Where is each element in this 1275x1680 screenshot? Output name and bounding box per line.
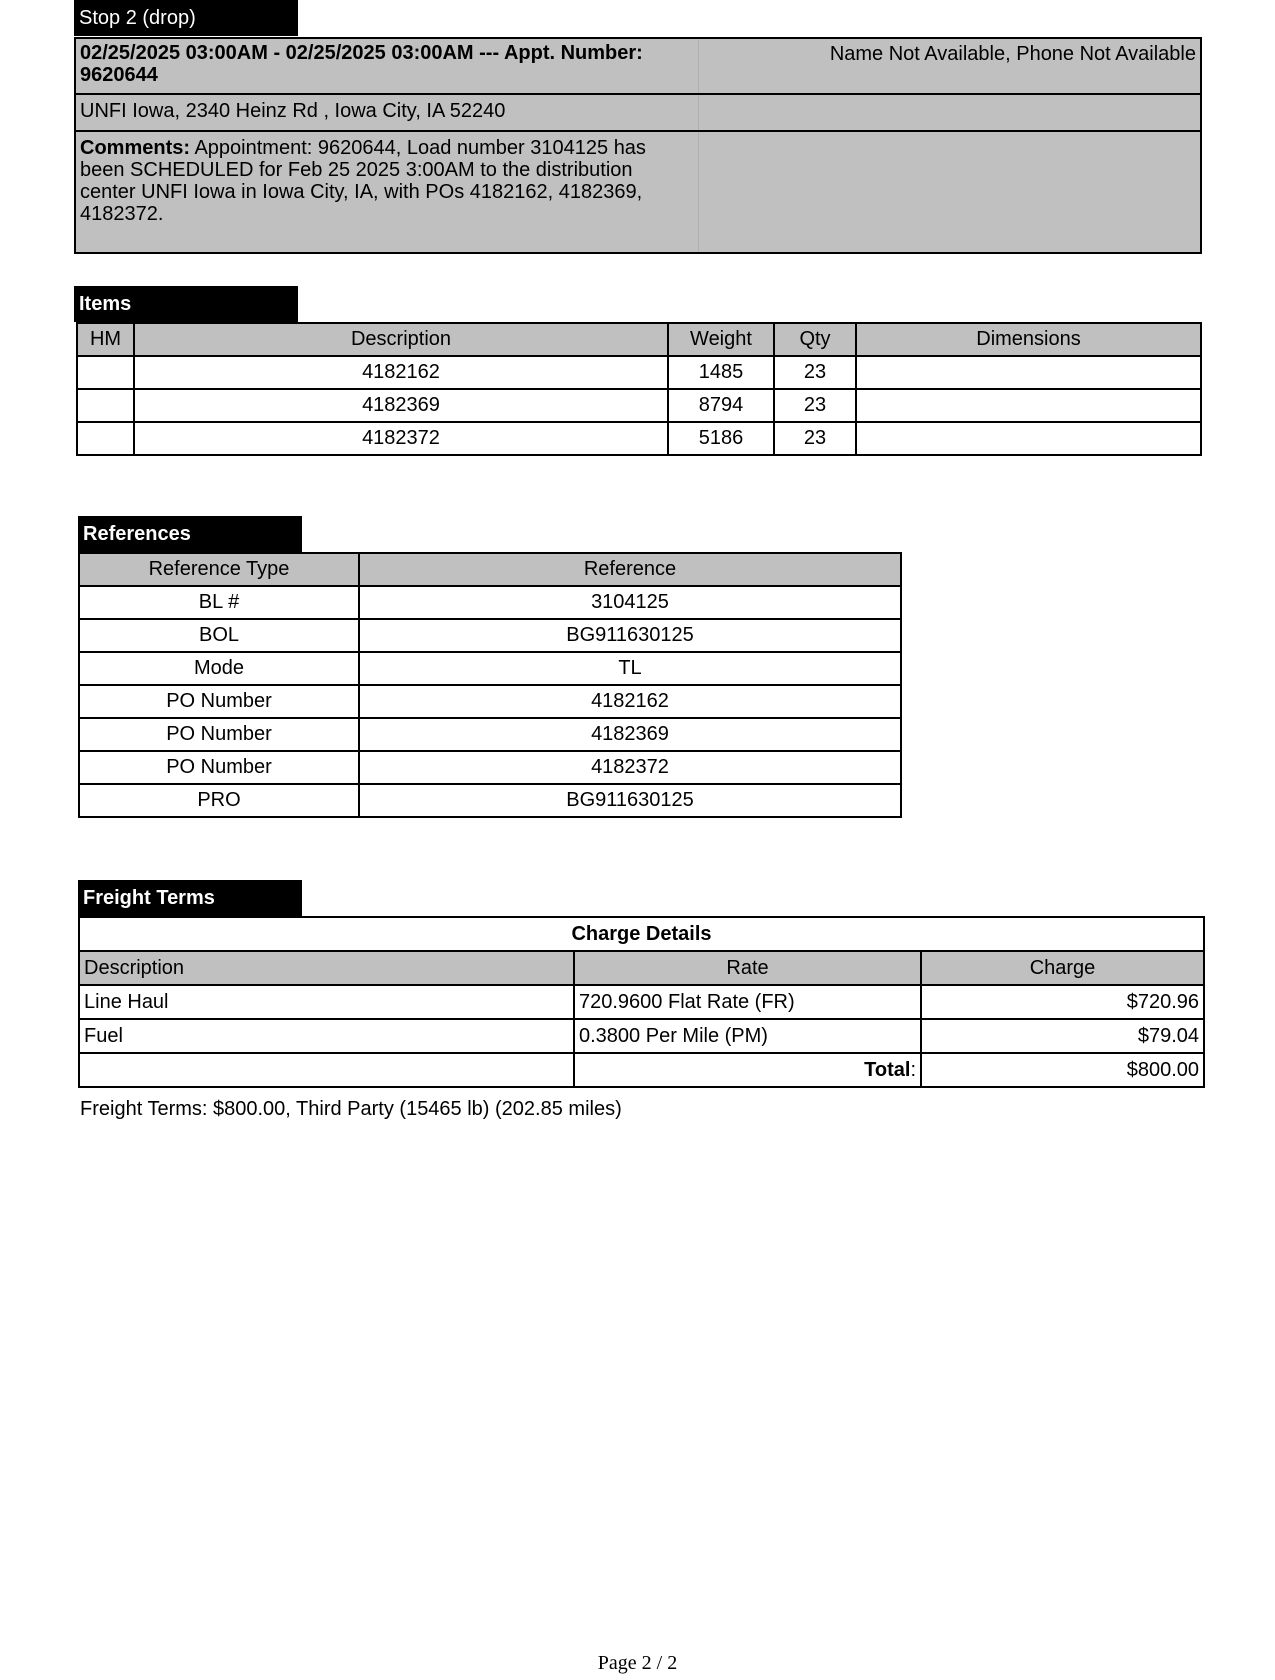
comments-line4: 4182372. xyxy=(80,203,164,225)
comments-line2: been SCHEDULED for Feb 25 2025 3:00AM to the distribution xyxy=(80,159,633,181)
total-colon: : xyxy=(910,1058,916,1081)
items-header-row xyxy=(77,323,1201,356)
items-header-dimensions: Dimensions xyxy=(856,323,1201,356)
item-qty: 23 xyxy=(774,356,856,389)
items-header-hm: HM xyxy=(77,323,134,356)
reference-type: BL # xyxy=(79,586,359,619)
item-weight: 8794 xyxy=(668,389,774,422)
charge-details-row xyxy=(79,917,1204,951)
item-qty: 23 xyxy=(774,422,856,455)
item-hm xyxy=(77,422,134,455)
page-number: Page 2 / 2 xyxy=(597,1652,678,1674)
item-dimensions xyxy=(856,422,1201,455)
item-hm xyxy=(77,356,134,389)
freight-header-row xyxy=(79,951,1204,985)
freight-summary: Freight Terms: $800.00, Third Party (15465 lb) (202.85 miles) xyxy=(80,1098,622,1120)
reference-type: PO Number xyxy=(79,751,359,784)
table-row xyxy=(79,718,901,751)
table-row xyxy=(77,422,1201,455)
charge-rate: 720.9600 Flat Rate (FR) xyxy=(574,985,921,1019)
references-header-reference: Reference xyxy=(359,553,901,586)
table-row xyxy=(77,389,1201,422)
reference-type: PO Number xyxy=(79,685,359,718)
item-description: 4182372 xyxy=(134,422,668,455)
stop-address: UNFI Iowa, 2340 Heinz Rd , Iowa City, IA 52240 xyxy=(80,100,506,122)
total-value: $800.00 xyxy=(921,1053,1204,1087)
stop-datetime xyxy=(76,39,698,93)
item-description: 4182369 xyxy=(134,389,668,422)
charge-rate: 0.3800 Per Mile (PM) xyxy=(574,1019,921,1053)
charge-details-title: Charge Details xyxy=(79,917,1204,951)
table-row xyxy=(79,619,901,652)
freight-header-charge: Charge xyxy=(921,951,1204,985)
total-label-cell xyxy=(574,1053,921,1087)
items-header-weight: Weight xyxy=(668,323,774,356)
charge-amount: $79.04 xyxy=(921,1019,1204,1053)
item-dimensions xyxy=(856,356,1201,389)
items-table xyxy=(76,322,1202,456)
item-weight: 1485 xyxy=(668,356,774,389)
items-title: Items xyxy=(74,286,298,322)
table-row xyxy=(79,985,1204,1019)
stop-comments-row xyxy=(76,132,1200,252)
references-title: References xyxy=(78,516,302,552)
references-header-row xyxy=(79,553,901,586)
comments-line3: center UNFI Iowa in Iowa City, IA, with POs 4182162, 4182369, xyxy=(80,181,643,203)
stop-datetime-line1: 02/25/2025 03:00AM - 02/25/2025 03:00AM --- Appt. Number: xyxy=(80,42,643,64)
item-qty: 23 xyxy=(774,389,856,422)
total-empty-cell xyxy=(79,1053,574,1087)
stop-contact: Name Not Available, Phone Not Available xyxy=(829,43,1196,65)
table-row xyxy=(79,751,901,784)
table-row xyxy=(79,685,901,718)
reference-type: PRO xyxy=(79,784,359,817)
reference-value: BG911630125 xyxy=(359,784,901,817)
items-header-description: Description xyxy=(134,323,668,356)
reference-type: Mode xyxy=(79,652,359,685)
reference-type: BOL xyxy=(79,619,359,652)
freight-header-rate: Rate xyxy=(574,951,921,985)
reference-value: TL xyxy=(359,652,901,685)
total-label: Total xyxy=(864,1058,911,1081)
stop-appt-number: 9620644 xyxy=(80,64,158,86)
stop-address-row xyxy=(76,95,1200,132)
stop-datetime-row xyxy=(76,39,1200,95)
charge-description: Fuel xyxy=(79,1019,574,1053)
freight-table xyxy=(78,916,1205,1088)
charge-amount: $720.96 xyxy=(921,985,1204,1019)
item-description: 4182162 xyxy=(134,356,668,389)
comments-line1: Appointment: 9620644, Load number 3104125 has xyxy=(190,137,646,159)
table-row xyxy=(77,356,1201,389)
reference-type: PO Number xyxy=(79,718,359,751)
item-hm xyxy=(77,389,134,422)
comments-label: Comments: xyxy=(80,137,191,159)
table-row xyxy=(79,652,901,685)
references-header-type: Reference Type xyxy=(79,553,359,586)
freight-title: Freight Terms xyxy=(78,880,302,916)
stop-comments xyxy=(76,132,698,252)
stop-details xyxy=(74,37,1202,254)
item-weight: 5186 xyxy=(668,422,774,455)
reference-value: 4182372 xyxy=(359,751,901,784)
freight-header-description: Description xyxy=(79,951,574,985)
table-row xyxy=(79,784,901,817)
reference-value: 4182369 xyxy=(359,718,901,751)
table-row xyxy=(79,1019,1204,1053)
stop-title: Stop 2 (drop) xyxy=(74,0,298,36)
charge-description: Line Haul xyxy=(79,985,574,1019)
reference-value: 4182162 xyxy=(359,685,901,718)
reference-value: 3104125 xyxy=(359,586,901,619)
table-row xyxy=(79,586,901,619)
total-row xyxy=(79,1053,1204,1087)
items-header-qty: Qty xyxy=(774,323,856,356)
references-table xyxy=(78,552,902,818)
item-dimensions xyxy=(856,389,1201,422)
reference-value: BG911630125 xyxy=(359,619,901,652)
